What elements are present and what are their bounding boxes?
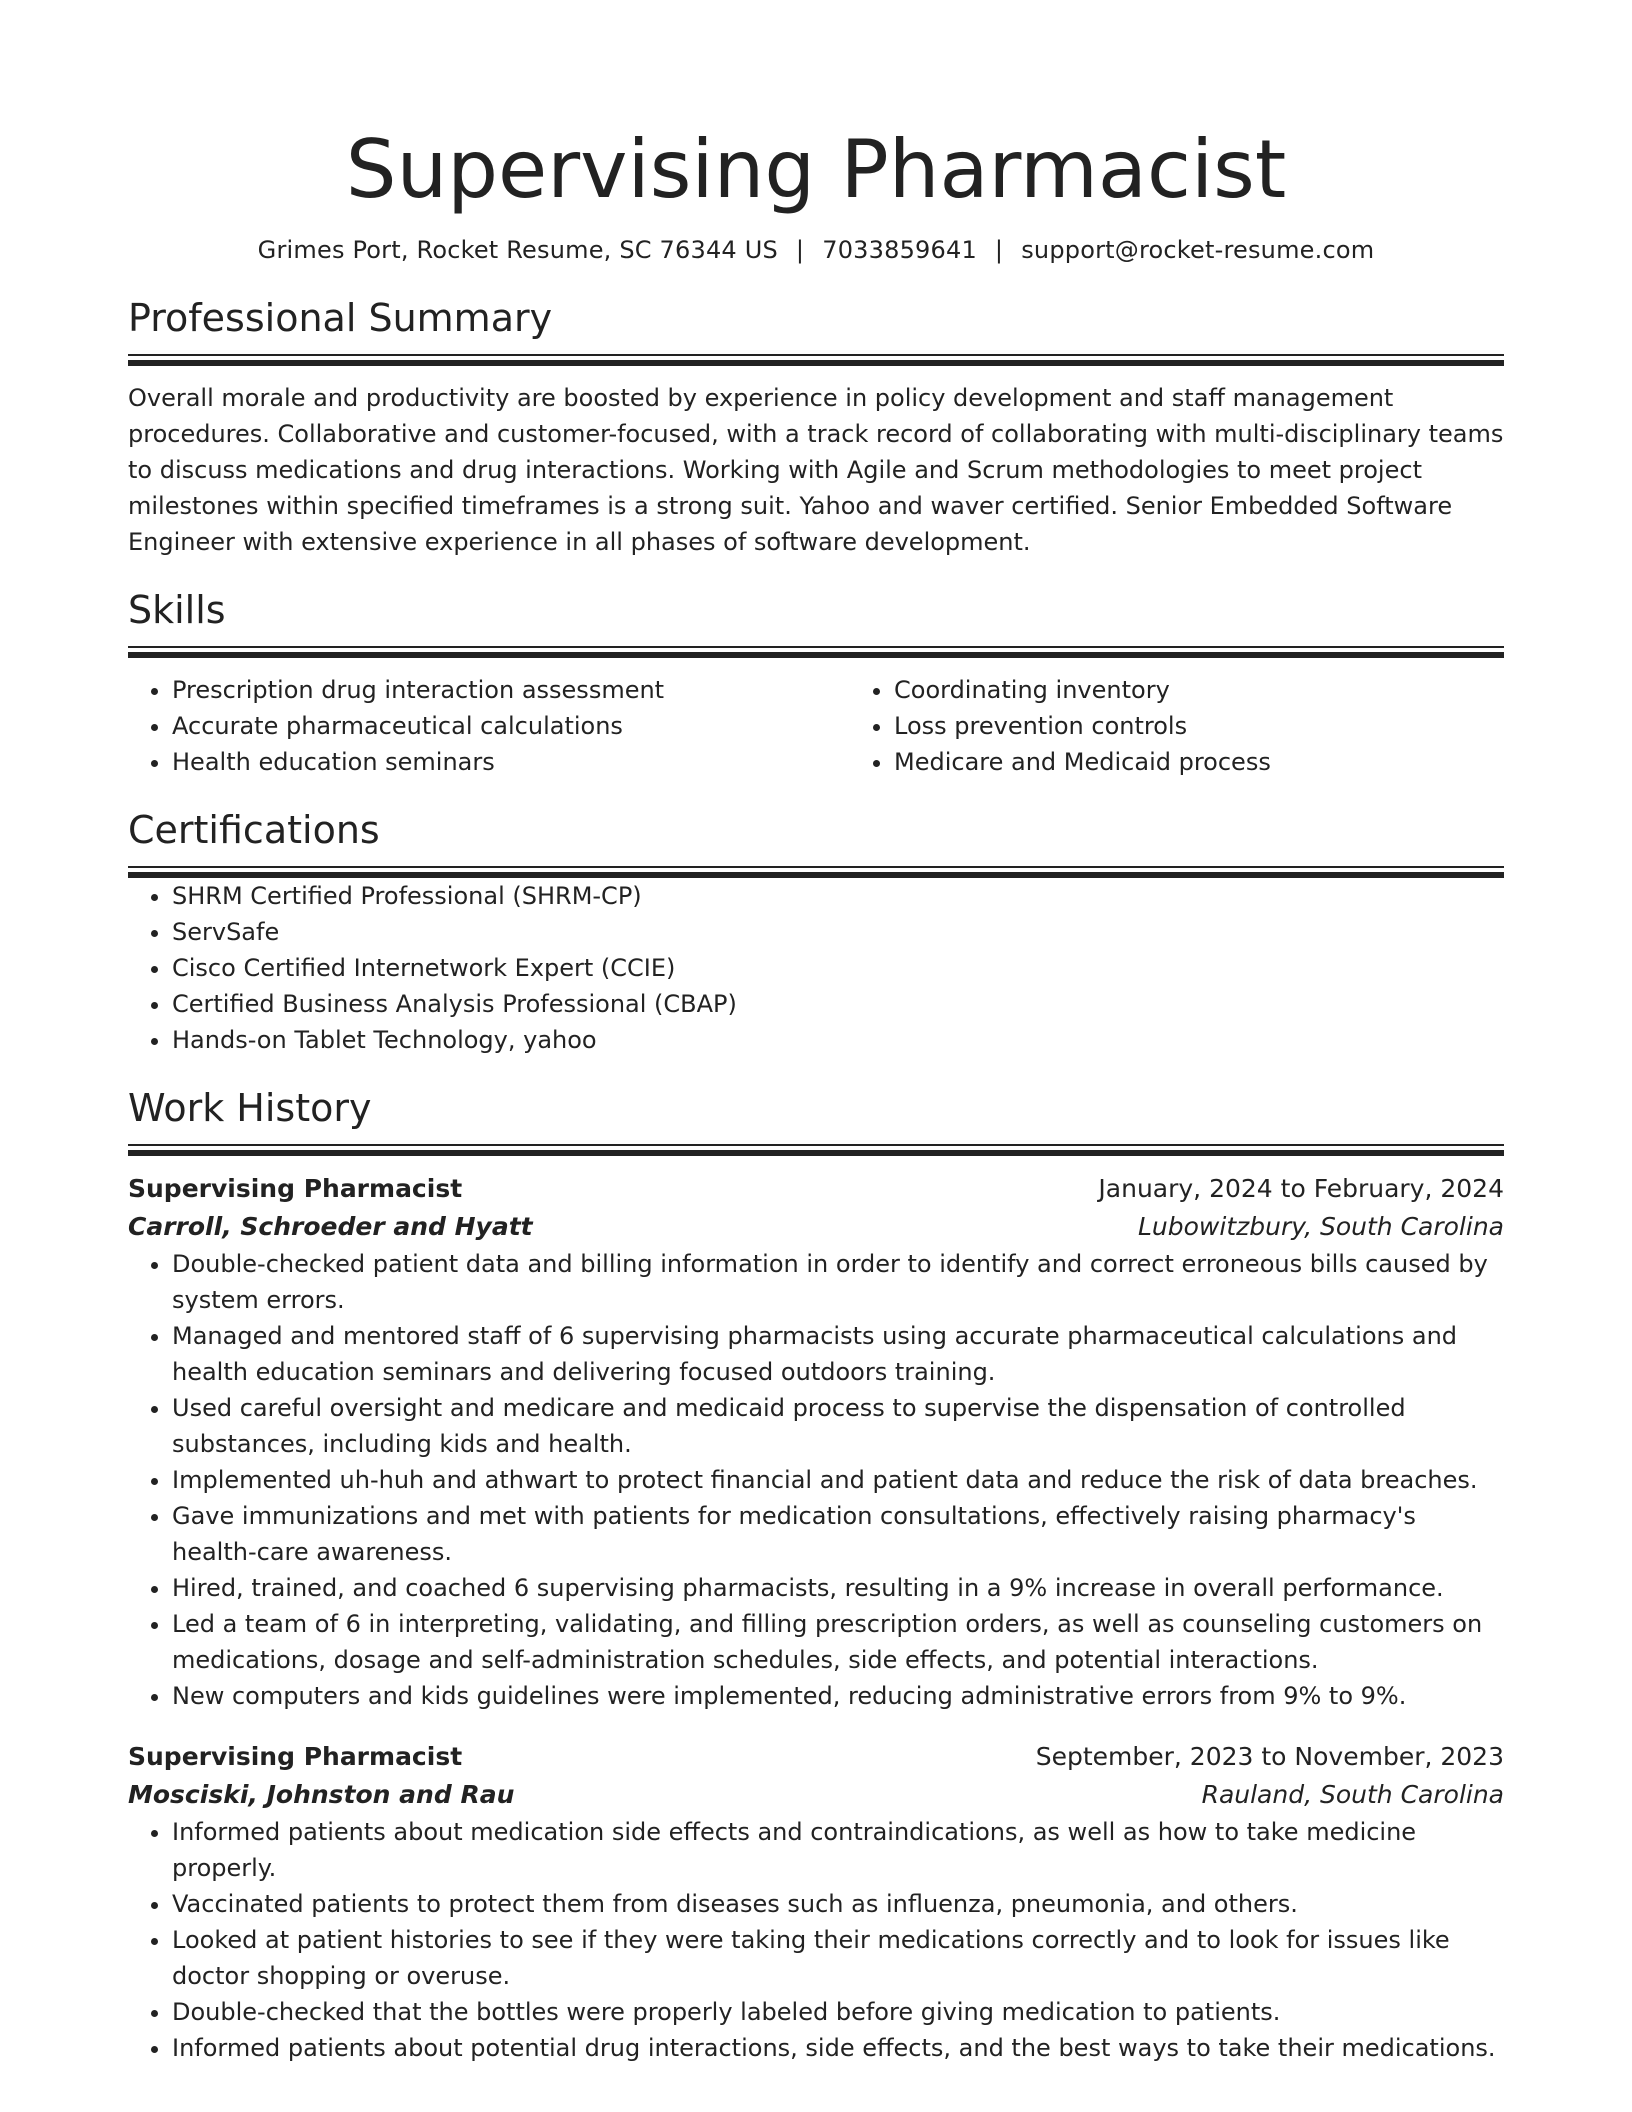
job-title: Supervising Pharmacist: [128, 1742, 463, 1771]
job-location: Rauland, South Carolina: [1201, 1780, 1504, 1809]
section-title-certifications: Certifications: [128, 808, 380, 852]
job-dates: September, 2023 to November, 2023: [1035, 1742, 1504, 1771]
candidate-name: Supervising Pharmacist: [345, 123, 1287, 216]
job-bullet: • Vaccinated patients to protect them from diseases such as influenza, pneumonia, and others.: [172, 1886, 1504, 1922]
certification-item: • Hands-on Tablet Technology, yahoo: [172, 1022, 1504, 1058]
contact-phone: 7033859641: [822, 236, 977, 264]
section-divider: [128, 646, 1504, 648]
resume-content: [128, 0, 1504, 2066]
certifications-section: [128, 806, 1504, 1058]
job-bullet: • New computers and kids guidelines were implemented, reducing administrative errors from 9% to 9%.: [172, 1678, 1504, 1714]
certification-item: • Certified Business Analysis Professional (CBAP): [172, 986, 1504, 1022]
job-location: Lubowitzbury, South Carolina: [1137, 1212, 1504, 1241]
skills-grid: [128, 672, 1504, 780]
section-divider: [128, 652, 1504, 658]
job-entry: [128, 1170, 1504, 1714]
skills-section: [128, 586, 1504, 780]
job-bullet: • Double-checked that the bottles were properly labeled before giving medication to patients.: [172, 1994, 1504, 2030]
section-divider: [128, 360, 1504, 366]
skill-item: • Coordinating inventory: [894, 672, 1572, 708]
contact-address: Grimes Port, Rocket Resume, SC 76344 US: [257, 236, 778, 264]
summary-text: Overall morale and productivity are boosted by experience in policy development and staff management procedures. Collaborative and customer-focused, with a track record of collaborating with multi-disciplinary teams to discuss medications and drug interactions. Working with Agile and Scrum methodologies to meet project milestones within specified timeframes is a strong suit. Yahoo and waver certified. Senior Embedded Software Engineer with extensive experience in all phases of software development.: [128, 384, 1504, 556]
work-history-section: [128, 1084, 1504, 2066]
job-title: Supervising Pharmacist: [128, 1174, 463, 1203]
skill-item: • Prescription drug interaction assessment: [172, 672, 850, 708]
contact-separator: |: [795, 236, 805, 264]
certifications-list: [128, 878, 1504, 1058]
job-bullet: • Implemented uh-huh and athwart to protect financial and patient data and reduce the risk of data breaches.: [172, 1462, 1504, 1498]
section-divider: [128, 1150, 1504, 1156]
job-bullet: • Informed patients about potential drug interactions, side effects, and the best ways to take their medications.: [172, 2030, 1504, 2066]
job-bullet: • Led a team of 6 in interpreting, validating, and filling prescription orders, as well as counseling customers on medications, dosage and self-administration schedules, side effects, and potential interactions.: [172, 1606, 1504, 1678]
job-subheader: [128, 1776, 1504, 1814]
summary-section: [128, 294, 1504, 560]
skill-item: • Health education seminars: [172, 744, 850, 780]
skill-item: • Loss prevention controls: [894, 708, 1572, 744]
skills-list-left: [128, 672, 850, 780]
job-dates: January, 2024 to February, 2024: [1098, 1174, 1504, 1203]
section-title-skills: Skills: [128, 588, 226, 632]
job-bullet: • Looked at patient histories to see if they were taking their medications correctly and to look for issues like doctor shopping or overuse.: [172, 1922, 1504, 1994]
job-subheader: [128, 1208, 1504, 1246]
contact-separator: |: [994, 236, 1004, 264]
skill-item: • Medicare and Medicaid process: [894, 744, 1572, 780]
skills-list-right: [850, 672, 1572, 780]
certification-item: • Cisco Certified Internetwork Expert (CCIE): [172, 950, 1504, 986]
job-bullet: • Used careful oversight and medicare and medicaid process to supervise the dispensation of controlled substances, including kids and health.: [172, 1390, 1504, 1462]
job-bullets: [128, 1814, 1504, 2066]
job-bullets: [128, 1246, 1504, 1714]
section-title-work-history: Work History: [128, 1086, 372, 1130]
section-divider: [128, 1144, 1504, 1146]
job-header: [128, 1738, 1504, 1776]
contact-email: support@rocket-resume.com: [1021, 236, 1375, 264]
job-bullet: • Gave immunizations and met with patients for medication consultations, effectively raising pharmacy's health-care awareness.: [172, 1498, 1504, 1570]
job-company: Carroll, Schroeder and Hyatt: [128, 1212, 533, 1241]
job-header: [128, 1170, 1504, 1208]
job-entry: [128, 1738, 1504, 2066]
section-title-summary: Professional Summary: [128, 296, 553, 340]
contact-line: [128, 234, 1504, 266]
job-company: Mosciski, Johnston and Rau: [128, 1780, 515, 1809]
job-bullet: • Informed patients about medication side effects and contraindications, as well as how to take medicine properly.: [172, 1814, 1504, 1886]
section-divider: [128, 354, 1504, 356]
section-divider: [128, 866, 1504, 868]
certification-item: • SHRM Certified Professional (SHRM-CP): [172, 878, 1504, 914]
job-bullet: • Hired, trained, and coached 6 supervising pharmacists, resulting in a 9% increase in overall performance.: [172, 1570, 1504, 1606]
skill-item: • Accurate pharmaceutical calculations: [172, 708, 850, 744]
job-bullet: • Double-checked patient data and billing information in order to identify and correct erroneous bills caused by system errors.: [172, 1246, 1504, 1318]
job-bullet: • Managed and mentored staff of 6 supervising pharmacists using accurate pharmaceutical calculations and health education seminars and delivering focused outdoors training.: [172, 1318, 1504, 1390]
certification-item: • ServSafe: [172, 914, 1504, 950]
